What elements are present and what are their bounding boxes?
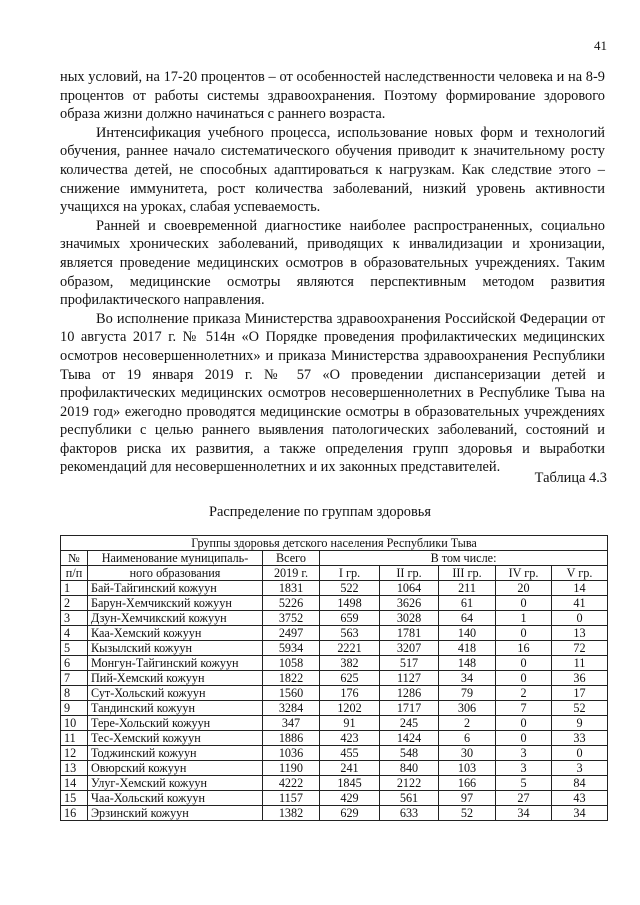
row-name: Сут-Хольский кожуун bbox=[88, 686, 263, 701]
row-index: 11 bbox=[61, 731, 88, 746]
table-row bbox=[61, 656, 608, 671]
row-group-3: 52 bbox=[439, 806, 496, 821]
row-name: Барун-Хемчикский кожуун bbox=[88, 596, 263, 611]
row-group-2: 3028 bbox=[380, 611, 439, 626]
row-index: 7 bbox=[61, 671, 88, 686]
paragraph: ных условий, на 17-20 процентов – от особенностей наследственности человека и на 8-9 процентов от работы системы здравоохранения. Поэтому формирование здорового образа жизни должно начинаться с раннего возраста. bbox=[60, 69, 605, 123]
row-total: 1190 bbox=[263, 761, 320, 776]
row-index: 13 bbox=[61, 761, 88, 776]
row-index: 4 bbox=[61, 626, 88, 641]
row-group-5: 33 bbox=[552, 731, 608, 746]
row-name: Тоджинский кожуун bbox=[88, 746, 263, 761]
row-group-3: 166 bbox=[439, 776, 496, 791]
table-caption: Группы здоровья детского населения Республики Тыва bbox=[61, 536, 608, 551]
header-group-5: V гр. bbox=[552, 566, 608, 581]
row-group-1: 91 bbox=[320, 716, 380, 731]
header-name: Наименование муниципаль- bbox=[88, 551, 263, 566]
row-group-5: 9 bbox=[552, 716, 608, 731]
row-group-5: 84 bbox=[552, 776, 608, 791]
row-group-4: 7 bbox=[496, 701, 552, 716]
row-name: Тере-Хольский кожуун bbox=[88, 716, 263, 731]
row-group-2: 245 bbox=[380, 716, 439, 731]
header-group-2: II гр. bbox=[380, 566, 439, 581]
row-name: Тандинский кожуун bbox=[88, 701, 263, 716]
row-total: 1886 bbox=[263, 731, 320, 746]
header-group-4: IV гр. bbox=[496, 566, 552, 581]
row-name: Кызылский кожуун bbox=[88, 641, 263, 656]
row-group-1: 382 bbox=[320, 656, 380, 671]
row-group-5: 52 bbox=[552, 701, 608, 716]
row-group-1: 629 bbox=[320, 806, 380, 821]
row-group-2: 561 bbox=[380, 791, 439, 806]
row-group-5: 14 bbox=[552, 581, 608, 596]
row-group-1: 1202 bbox=[320, 701, 380, 716]
row-group-4: 34 bbox=[496, 806, 552, 821]
row-name: Овюрский кожуун bbox=[88, 761, 263, 776]
row-group-4: 0 bbox=[496, 656, 552, 671]
row-group-2: 840 bbox=[380, 761, 439, 776]
header-idx-sub: п/п bbox=[61, 566, 88, 581]
row-group-4: 27 bbox=[496, 791, 552, 806]
row-group-4: 2 bbox=[496, 686, 552, 701]
row-group-5: 0 bbox=[552, 746, 608, 761]
row-group-5: 43 bbox=[552, 791, 608, 806]
row-group-2: 517 bbox=[380, 656, 439, 671]
row-index: 3 bbox=[61, 611, 88, 626]
row-index: 8 bbox=[61, 686, 88, 701]
row-name: Дзун-Хемчикский кожуун bbox=[88, 611, 263, 626]
row-group-1: 429 bbox=[320, 791, 380, 806]
row-group-1: 1498 bbox=[320, 596, 380, 611]
row-group-2: 3207 bbox=[380, 641, 439, 656]
row-group-3: 2 bbox=[439, 716, 496, 731]
row-group-4: 5 bbox=[496, 776, 552, 791]
table-row bbox=[61, 701, 608, 716]
row-group-1: 563 bbox=[320, 626, 380, 641]
row-index: 10 bbox=[61, 716, 88, 731]
table-row bbox=[61, 581, 608, 596]
header-group-1: I гр. bbox=[320, 566, 380, 581]
row-total: 3752 bbox=[263, 611, 320, 626]
row-group-1: 522 bbox=[320, 581, 380, 596]
table-row bbox=[61, 731, 608, 746]
header-total-sub: 2019 г. bbox=[263, 566, 320, 581]
row-group-1: 659 bbox=[320, 611, 380, 626]
row-group-1: 625 bbox=[320, 671, 380, 686]
row-group-4: 0 bbox=[496, 671, 552, 686]
row-group-1: 1845 bbox=[320, 776, 380, 791]
row-group-2: 548 bbox=[380, 746, 439, 761]
row-total: 2497 bbox=[263, 626, 320, 641]
row-group-5: 17 bbox=[552, 686, 608, 701]
row-group-2: 3626 bbox=[380, 596, 439, 611]
row-total: 1157 bbox=[263, 791, 320, 806]
header-group-3: III гр. bbox=[439, 566, 496, 581]
row-group-3: 211 bbox=[439, 581, 496, 596]
row-index: 2 bbox=[61, 596, 88, 611]
row-group-3: 306 bbox=[439, 701, 496, 716]
body-text bbox=[60, 68, 605, 477]
table-title: Распределение по группам здоровья bbox=[209, 504, 431, 520]
row-group-4: 0 bbox=[496, 626, 552, 641]
row-group-3: 418 bbox=[439, 641, 496, 656]
row-group-2: 2122 bbox=[380, 776, 439, 791]
row-index: 12 bbox=[61, 746, 88, 761]
row-group-5: 41 bbox=[552, 596, 608, 611]
row-name: Тес-Хемский кожуун bbox=[88, 731, 263, 746]
table-row bbox=[61, 716, 608, 731]
paragraph: Ранней и своевременной диагностике наиболее распространенных, социально значимых хронических заболеваний, приводящих к инвалидизации и хронизации, является проведение медицинских осмотров в образовательных учреждениях. Таким образом, медицинские осмотры являются перспективным методом развития профилактического направления. bbox=[60, 217, 605, 309]
row-group-2: 1424 bbox=[380, 731, 439, 746]
header-total: Всего bbox=[263, 551, 320, 566]
row-group-4: 20 bbox=[496, 581, 552, 596]
table-row bbox=[61, 686, 608, 701]
row-group-3: 64 bbox=[439, 611, 496, 626]
row-name: Пий-Хемский кожуун bbox=[88, 671, 263, 686]
table-row bbox=[61, 776, 608, 791]
row-group-3: 103 bbox=[439, 761, 496, 776]
row-group-3: 140 bbox=[439, 626, 496, 641]
header-name-sub: ного образования bbox=[88, 566, 263, 581]
table-row bbox=[61, 746, 608, 761]
row-group-4: 1 bbox=[496, 611, 552, 626]
row-group-5: 11 bbox=[552, 656, 608, 671]
row-index: 1 bbox=[61, 581, 88, 596]
row-index: 16 bbox=[61, 806, 88, 821]
row-group-5: 72 bbox=[552, 641, 608, 656]
table-row bbox=[61, 791, 608, 806]
row-group-3: 97 bbox=[439, 791, 496, 806]
row-index: 14 bbox=[61, 776, 88, 791]
row-group-1: 241 bbox=[320, 761, 380, 776]
table-row bbox=[61, 806, 608, 821]
row-group-5: 0 bbox=[552, 611, 608, 626]
row-group-3: 79 bbox=[439, 686, 496, 701]
row-index: 6 bbox=[61, 656, 88, 671]
table-row bbox=[61, 641, 608, 656]
row-group-2: 1717 bbox=[380, 701, 439, 716]
row-group-3: 34 bbox=[439, 671, 496, 686]
table-row bbox=[61, 671, 608, 686]
row-total: 1831 bbox=[263, 581, 320, 596]
row-total: 347 bbox=[263, 716, 320, 731]
page-number: 41 bbox=[594, 38, 607, 53]
paragraph: Интенсификация учебного процесса, использование новых форм и технологий обучения, раннее начало систематического обучения приводит к значительному росту количества детей, не способных адаптироваться к нагрузкам. Как следствие этого – снижение иммунитета, рост количества заболеваний, низкий уровень активности учащихся на уроках, слабая успеваемость. bbox=[60, 124, 605, 216]
row-name: Бай-Тайгинский кожуун bbox=[88, 581, 263, 596]
row-total: 1036 bbox=[263, 746, 320, 761]
paragraph: Во исполнение приказа Министерства здравоохранения Российской Федерации от 10 августа 2017 г. № 514н «О Порядке проведения профилактических медицинских осмотров несовершеннолетних» и приказа Министерства здравоохранения Республики Тыва от 19 января 2019 г. № 57 «О проведении диспансеризации детей и профилактических медицинских осмотров несовершеннолетних в Республике Тыва на 2019 год» ежегодно проводятся медицинские осмотры в образовательных учреждениях республики с целью раннего выявления патологических заболеваний, состояний и факторов риска их развития, а также определения групп здоровья и выработки рекомендаций для несовершеннолетних и их законных представителей. bbox=[60, 310, 605, 476]
row-group-4: 16 bbox=[496, 641, 552, 656]
header-idx: № bbox=[61, 551, 88, 566]
row-group-1: 176 bbox=[320, 686, 380, 701]
row-total: 5226 bbox=[263, 596, 320, 611]
row-total: 4222 bbox=[263, 776, 320, 791]
table-body bbox=[61, 581, 608, 821]
row-name: Улуг-Хемский кожуун bbox=[88, 776, 263, 791]
row-index: 15 bbox=[61, 791, 88, 806]
row-group-3: 61 bbox=[439, 596, 496, 611]
row-group-4: 3 bbox=[496, 761, 552, 776]
row-group-5: 36 bbox=[552, 671, 608, 686]
row-index: 5 bbox=[61, 641, 88, 656]
row-name: Эрзинский кожуун bbox=[88, 806, 263, 821]
row-group-2: 1127 bbox=[380, 671, 439, 686]
row-total: 1382 bbox=[263, 806, 320, 821]
row-group-4: 3 bbox=[496, 746, 552, 761]
row-group-3: 30 bbox=[439, 746, 496, 761]
header-including: В том числе: bbox=[320, 551, 608, 566]
row-group-4: 0 bbox=[496, 716, 552, 731]
row-group-2: 633 bbox=[380, 806, 439, 821]
row-group-2: 1286 bbox=[380, 686, 439, 701]
row-group-2: 1781 bbox=[380, 626, 439, 641]
row-group-5: 13 bbox=[552, 626, 608, 641]
table-row bbox=[61, 626, 608, 641]
row-index: 9 bbox=[61, 701, 88, 716]
row-group-1: 455 bbox=[320, 746, 380, 761]
row-total: 1560 bbox=[263, 686, 320, 701]
row-total: 5934 bbox=[263, 641, 320, 656]
row-group-3: 148 bbox=[439, 656, 496, 671]
row-name: Монгун-Тайгинский кожуун bbox=[88, 656, 263, 671]
row-group-4: 0 bbox=[496, 596, 552, 611]
row-group-1: 423 bbox=[320, 731, 380, 746]
table-row bbox=[61, 761, 608, 776]
row-group-2: 1064 bbox=[380, 581, 439, 596]
row-name: Чаа-Хольский кожуун bbox=[88, 791, 263, 806]
row-group-3: 6 bbox=[439, 731, 496, 746]
row-group-5: 34 bbox=[552, 806, 608, 821]
table-row bbox=[61, 596, 608, 611]
row-group-4: 0 bbox=[496, 731, 552, 746]
row-name: Каа-Хемский кожуун bbox=[88, 626, 263, 641]
table-row bbox=[61, 611, 608, 626]
row-group-5: 3 bbox=[552, 761, 608, 776]
health-groups-table bbox=[60, 535, 608, 821]
row-group-1: 2221 bbox=[320, 641, 380, 656]
row-total: 3284 bbox=[263, 701, 320, 716]
row-total: 1822 bbox=[263, 671, 320, 686]
row-total: 1058 bbox=[263, 656, 320, 671]
table-label: Таблица 4.3 bbox=[534, 470, 607, 486]
